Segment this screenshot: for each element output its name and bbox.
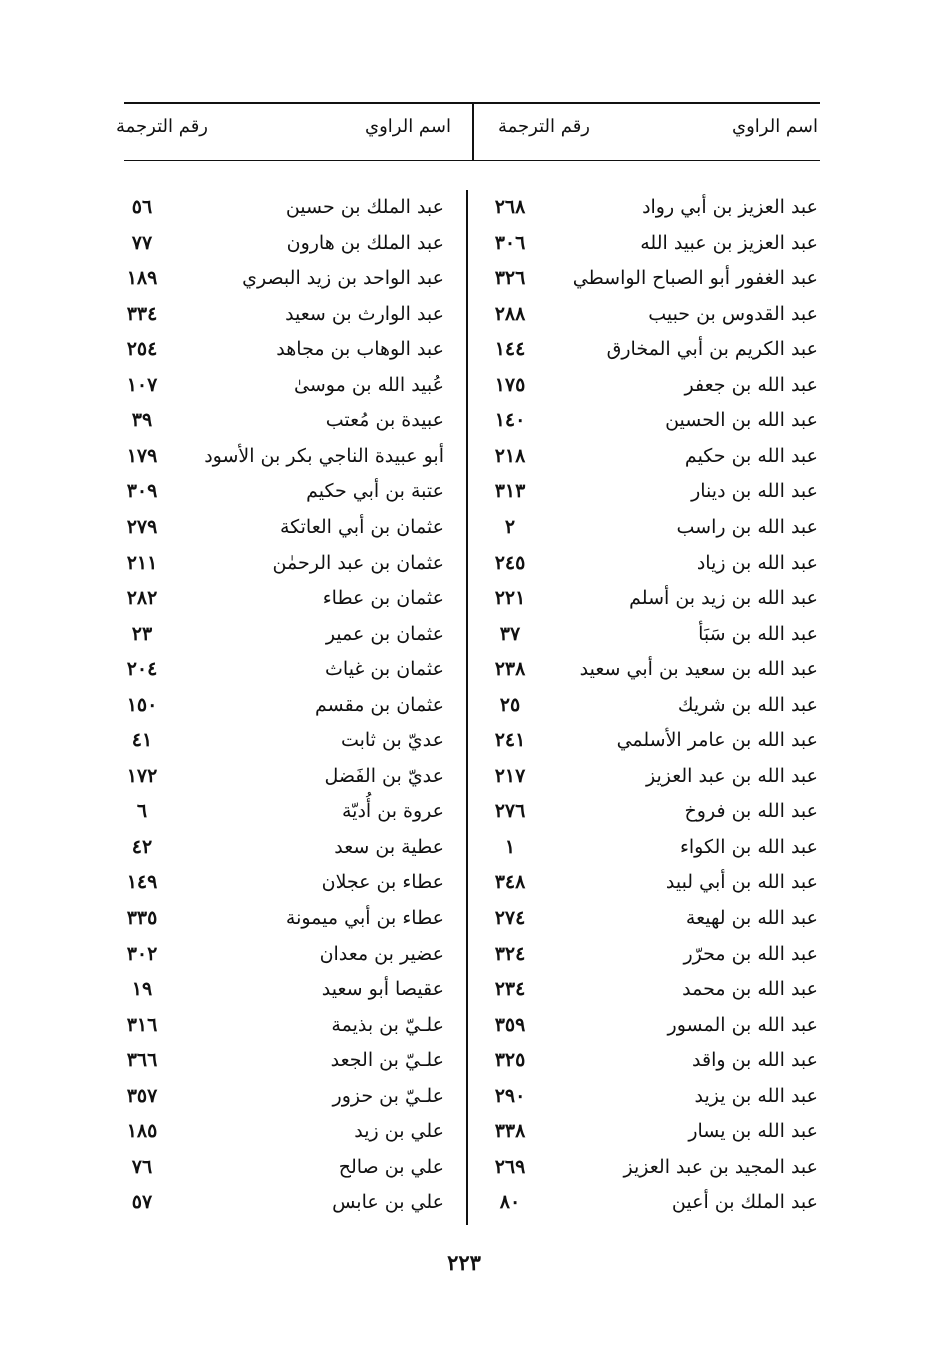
narrator-name: عديّ بن الفَضل — [324, 764, 444, 787]
entry-number: ٣٤٨ — [494, 871, 526, 894]
entry-number: ١٤٤ — [494, 338, 526, 361]
entry-number: ٨٠ — [499, 1191, 521, 1214]
entry-number: ٢٤١ — [494, 729, 526, 752]
header-column-divider — [472, 104, 474, 160]
entry-number: ٥٧ — [131, 1191, 153, 1214]
narrator-name: عبد الله بن أبي لبيد — [665, 871, 818, 894]
entry-number: ٤٢ — [131, 835, 153, 858]
narrator-name: عضير بن معدان — [319, 942, 444, 965]
narrator-name: عبد الله بن زياد — [696, 551, 818, 574]
entry-number: ٣٩ — [131, 409, 153, 432]
narrator-name: عبيدة بن مُعتب — [325, 409, 444, 432]
entry-number: ٣٢٥ — [494, 1049, 526, 1072]
narrator-name: عديّ بن ثابت — [340, 729, 444, 752]
narrator-name: عبد الله بن فروخ — [684, 800, 818, 823]
narrator-name: أبو عبيدة الناجي بكر بن الأسود — [204, 444, 444, 467]
narrator-name: عثمان بن عطاء — [322, 587, 444, 610]
narrator-name: عبد الله بن المسور — [667, 1013, 818, 1036]
entry-number: ٣٣٤ — [126, 302, 158, 325]
narrator-name: عبد الله بن لهيعة — [685, 907, 818, 929]
narrator-name: عتبة بن أبي حكيم — [306, 480, 444, 503]
narrator-name: عروة بن أُديّة — [342, 800, 444, 823]
narrator-name: عبد الوارث بن سعيد — [285, 302, 444, 325]
entry-number: ١٤٠ — [494, 409, 526, 432]
narrator-name: عبد الله بن عبد العزيز — [645, 764, 818, 787]
narrator-name: عثمان بن عبد الرحمٰن — [272, 551, 444, 574]
narrator-name: عبد الله بن عامر الأسلمي — [616, 729, 818, 752]
entry-number: ٢١١ — [126, 551, 158, 574]
narrator-name: عُبيد الله بن موسىٰ — [294, 373, 444, 396]
narrator-name: عبد الله بن واقد — [692, 1049, 818, 1072]
narrator-name: عبد الله بن الكواء — [679, 835, 818, 858]
narrator-name: عبد الكريم بن أبي المخارق — [606, 338, 818, 361]
entry-number: ٢٨٨ — [494, 302, 526, 325]
entry-number: ١٧٩ — [126, 444, 158, 467]
entry-number: ٢٧٦ — [494, 800, 526, 823]
entry-number: ٣٢٦ — [494, 267, 526, 290]
entry-number: ٣٣٥ — [126, 907, 158, 929]
entry-number: ٣٦٦ — [126, 1049, 158, 1072]
header-name-left: اسم الراوي — [365, 116, 451, 137]
entry-number: ٢٥ — [499, 693, 521, 716]
narrator-name: عبد الله بن محرّر — [683, 942, 818, 965]
entry-number: ٢٢١ — [494, 587, 526, 610]
entry-number: ١٧٥ — [494, 373, 526, 396]
entry-number: ٣١٣ — [494, 480, 526, 503]
narrator-name: عثمان بن مقسم — [314, 693, 444, 716]
header-name-right: اسم الراوي — [732, 116, 818, 137]
narrator-name: عثمان بن غياث — [325, 658, 444, 681]
narrator-name: عبد الواحد بن زيد البصري — [242, 267, 444, 290]
entry-number: ٥٦ — [131, 196, 153, 218]
narrator-name: عبد الله بن سَبَأ — [698, 622, 818, 645]
narrator-name: عبد الملك بن هارون — [286, 231, 444, 254]
entry-number: ٢٤٥ — [494, 551, 526, 574]
entry-number: ١٩ — [131, 978, 153, 1001]
entry-number: ٢٥٤ — [126, 338, 158, 361]
narrator-name: علـيّ بن بذيمة — [331, 1013, 444, 1036]
narrator-name: عبد الغفور أبو الصباح الواسطي — [572, 267, 818, 290]
narrator-name: علـيّ بن الجعد — [330, 1049, 444, 1072]
entry-number: ٢ — [504, 515, 516, 538]
narrator-name: عبد الله بن حكيم — [684, 444, 818, 467]
entry-number: ٢٩٠ — [494, 1084, 526, 1107]
entry-number: ١٧٢ — [126, 764, 158, 787]
narrator-name: عثمان بن عمير — [325, 622, 444, 645]
entry-number: ٧٧ — [131, 231, 153, 254]
entry-number: ٣٠٢ — [126, 942, 158, 965]
narrator-name: عبد الله بن دينار — [691, 480, 818, 503]
narrator-name: علي بن زيد — [354, 1120, 444, 1143]
entry-number: ٤١ — [131, 729, 153, 752]
narrator-name: عبد العزيز بن عبيد الله — [640, 231, 818, 254]
narrator-name: علي بن عابس — [332, 1191, 444, 1214]
entry-number: ١ — [504, 835, 516, 858]
narrator-name: عبد الملك بن حسين — [285, 196, 444, 218]
entry-number: ١٥٠ — [126, 693, 158, 716]
entry-number: ٣٧ — [499, 622, 521, 645]
body-column-divider — [466, 190, 468, 1225]
entry-number: ٢٨٢ — [126, 587, 158, 610]
narrator-name: عبد الله بن راسب — [676, 515, 818, 538]
entry-number: ١٤٩ — [126, 871, 158, 894]
entry-number: ٣٢٤ — [494, 942, 526, 965]
narrator-name: عبد الله بن شريك — [677, 693, 818, 716]
entry-number: ٢٣ — [131, 622, 153, 645]
entry-number: ١٨٥ — [126, 1120, 158, 1143]
narrator-name: عبد الوهاب بن مجاهد — [276, 338, 444, 361]
narrator-name: علـيّ بن حزور — [332, 1084, 444, 1107]
entry-number: ٧٦ — [131, 1155, 153, 1178]
entry-number: ٣٠٩ — [126, 480, 158, 503]
header-rule — [124, 160, 820, 161]
entry-number: ٣٣٨ — [494, 1120, 526, 1143]
narrator-name: عبد الله بن الحسين — [665, 409, 818, 432]
narrator-name: عبد المجيد بن عبد العزيز — [623, 1155, 818, 1178]
header-num-left: رقم الترجمة — [115, 116, 208, 137]
narrator-name: عبد الله بن زيد بن أسلم — [629, 587, 818, 610]
entry-number: ٣٥٩ — [494, 1013, 526, 1036]
narrator-name: عبد العزيز بن أبي رواد — [642, 196, 818, 218]
entry-number: ٢٦٨ — [494, 196, 526, 218]
entry-number: ٢٠٤ — [126, 658, 158, 681]
narrator-name: علي بن صالح — [338, 1155, 444, 1178]
entry-number: ٣١٦ — [126, 1013, 158, 1036]
page-number: ٢٢٣ — [447, 1250, 481, 1275]
narrator-name: عطاء بن عجلان — [321, 871, 444, 894]
entry-number: ١٠٧ — [126, 373, 158, 396]
entry-number: ٦ — [136, 800, 148, 823]
entry-number: ٢١٧ — [494, 764, 526, 787]
header-num-right: رقم الترجمة — [497, 116, 590, 137]
narrator-name: عبد الملك بن أعين — [671, 1191, 818, 1214]
narrator-name: عبد الله بن يسار — [688, 1120, 818, 1143]
entry-number: ٣٥٧ — [126, 1084, 158, 1107]
narrator-name: عبد القدوس بن حبيب — [648, 302, 818, 325]
narrator-name: عبد الله بن محمد — [682, 978, 818, 1001]
narrator-name: عطية بن سعد — [334, 835, 444, 858]
entry-number: ٢٧٤ — [494, 907, 526, 929]
entry-number: ٢٣٨ — [494, 658, 526, 681]
narrator-name: عبد الله بن يزيد — [694, 1084, 818, 1107]
entry-number: ٢٧٩ — [126, 515, 158, 538]
entry-number: ٢٦٩ — [494, 1155, 526, 1178]
narrator-name: عبد الله بن سعيد بن أبي سعيد — [579, 658, 818, 681]
entry-number: ٢٣٤ — [494, 978, 526, 1001]
entry-number: ٣٠٦ — [494, 231, 526, 254]
narrator-name: عقيصا أبو سعيد — [321, 978, 444, 1001]
narrator-name: عثمان بن أبي العاتكة — [279, 515, 444, 538]
entry-number: ١٨٩ — [126, 267, 158, 290]
entry-number: ٢١٨ — [494, 444, 526, 467]
narrator-name: عبد الله بن جعفر — [684, 373, 818, 396]
narrator-name: عطاء بن أبي ميمونة — [285, 907, 444, 929]
